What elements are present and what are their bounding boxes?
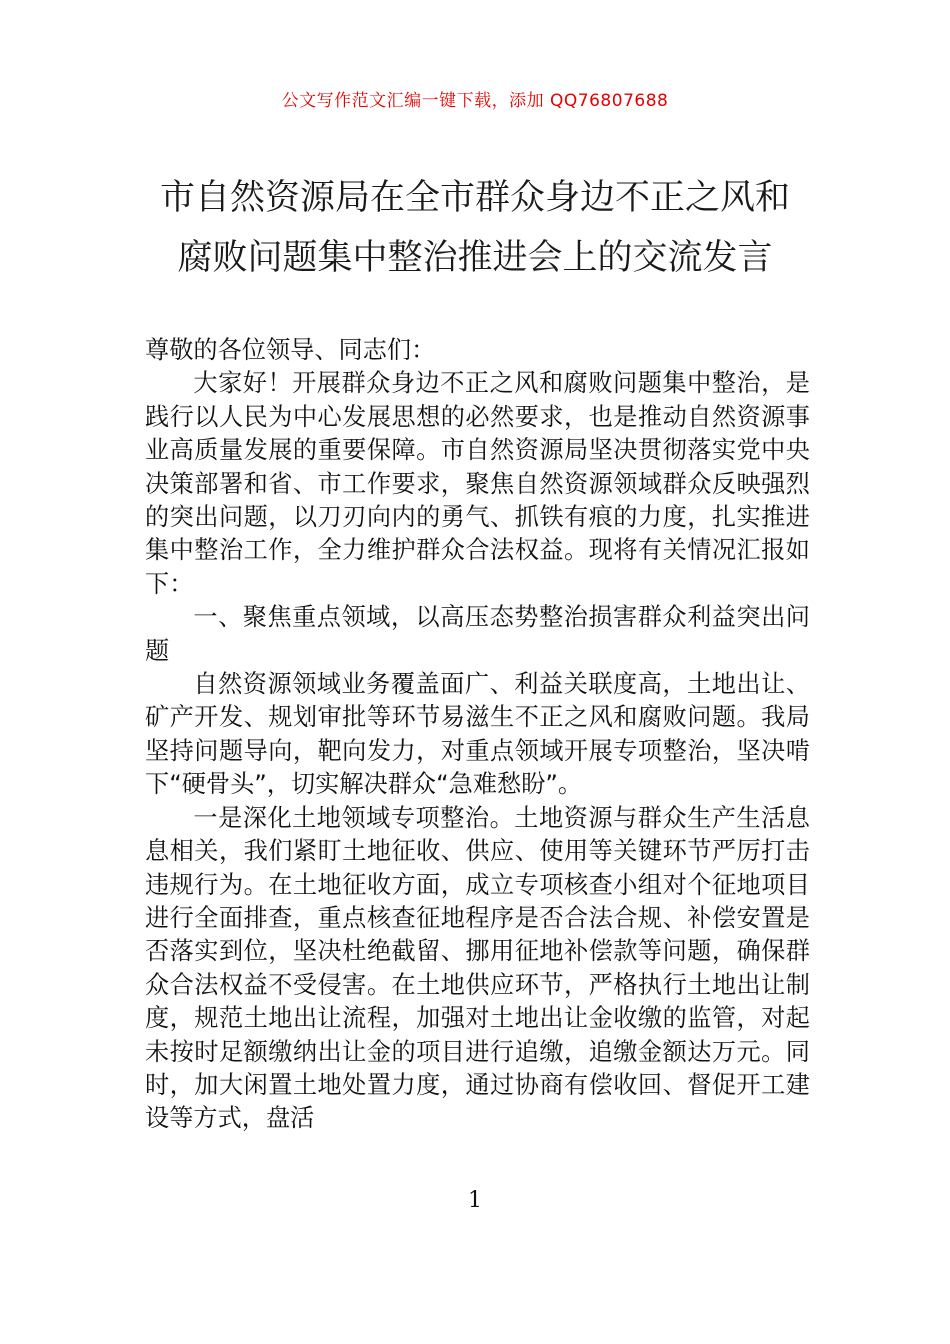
section-heading-1: 一、聚焦重点领域，以高压态势整治损害群众利益突出问题 (145, 603, 810, 665)
paragraph-land-rectification: 一是深化土地领域专项整治。土地资源与群众生产生活息息相关，我们紧盯土地征收、供应、使用等关键环节严厉打击违规行为。在土地征收方面，成立专项核查小组对个征地项目进行全面排查，重点核查征地程序是否合法合规、补偿安置是否落实到位，坚决杜绝截留、挪用征地补偿款等问题，确保群众合法权益不受侵害。在土地供应环节，严格执行土地出让制度，规范土地出让流程，加强对土地出让金收缴的监管，对起未按时足额缴纳出让金的项目进行追缴，追缴金额达万元。同时，加大闲置土地处置力度，通过协商有偿收回、督促开工建设等方式，盘活 (145, 803, 810, 1133)
page-number: 1 (468, 1188, 482, 1213)
document-body (145, 334, 810, 1136)
salutation: 尊敬的各位领导、同志们： (145, 336, 436, 364)
document-title (120, 168, 830, 288)
paragraph-section-1-overview: 自然资源领域业务覆盖面广、利益关联度高，土地出让、矿产开发、规划审批等环节易滋生不正之风和腐败问题。我局坚持问题导向，靶向发力，对重点领域开展专项整治，坚决啃下“硬骨头”，切实解决群众“急难愁盼”。 (145, 670, 810, 799)
title-line-2: 腐败问题集中整治推进会上的交流发言 (177, 238, 773, 278)
download-promo-note: 公文写作范文汇编一键下载，添加 QQ76807688 (281, 91, 669, 111)
paragraph-intro: 大家好！开展群众身边不正之风和腐败问题集中整治，是践行以人民为中心发展思想的必然要求，也是推动自然资源事业高质量发展的重要保障。市自然资源局坚决贯彻落实党中央决策部署和省、市工作要求，聚焦自然资源领域群众反映强烈的突出问题，以刀刃向内的勇气、抓铁有痕的力度，扎实推进集中整治工作，全力维护群众合法权益。现将有关情况汇报如下： (145, 369, 810, 598)
title-line-1: 市自然资源局在全市群众身边不正之风和 (159, 178, 790, 218)
